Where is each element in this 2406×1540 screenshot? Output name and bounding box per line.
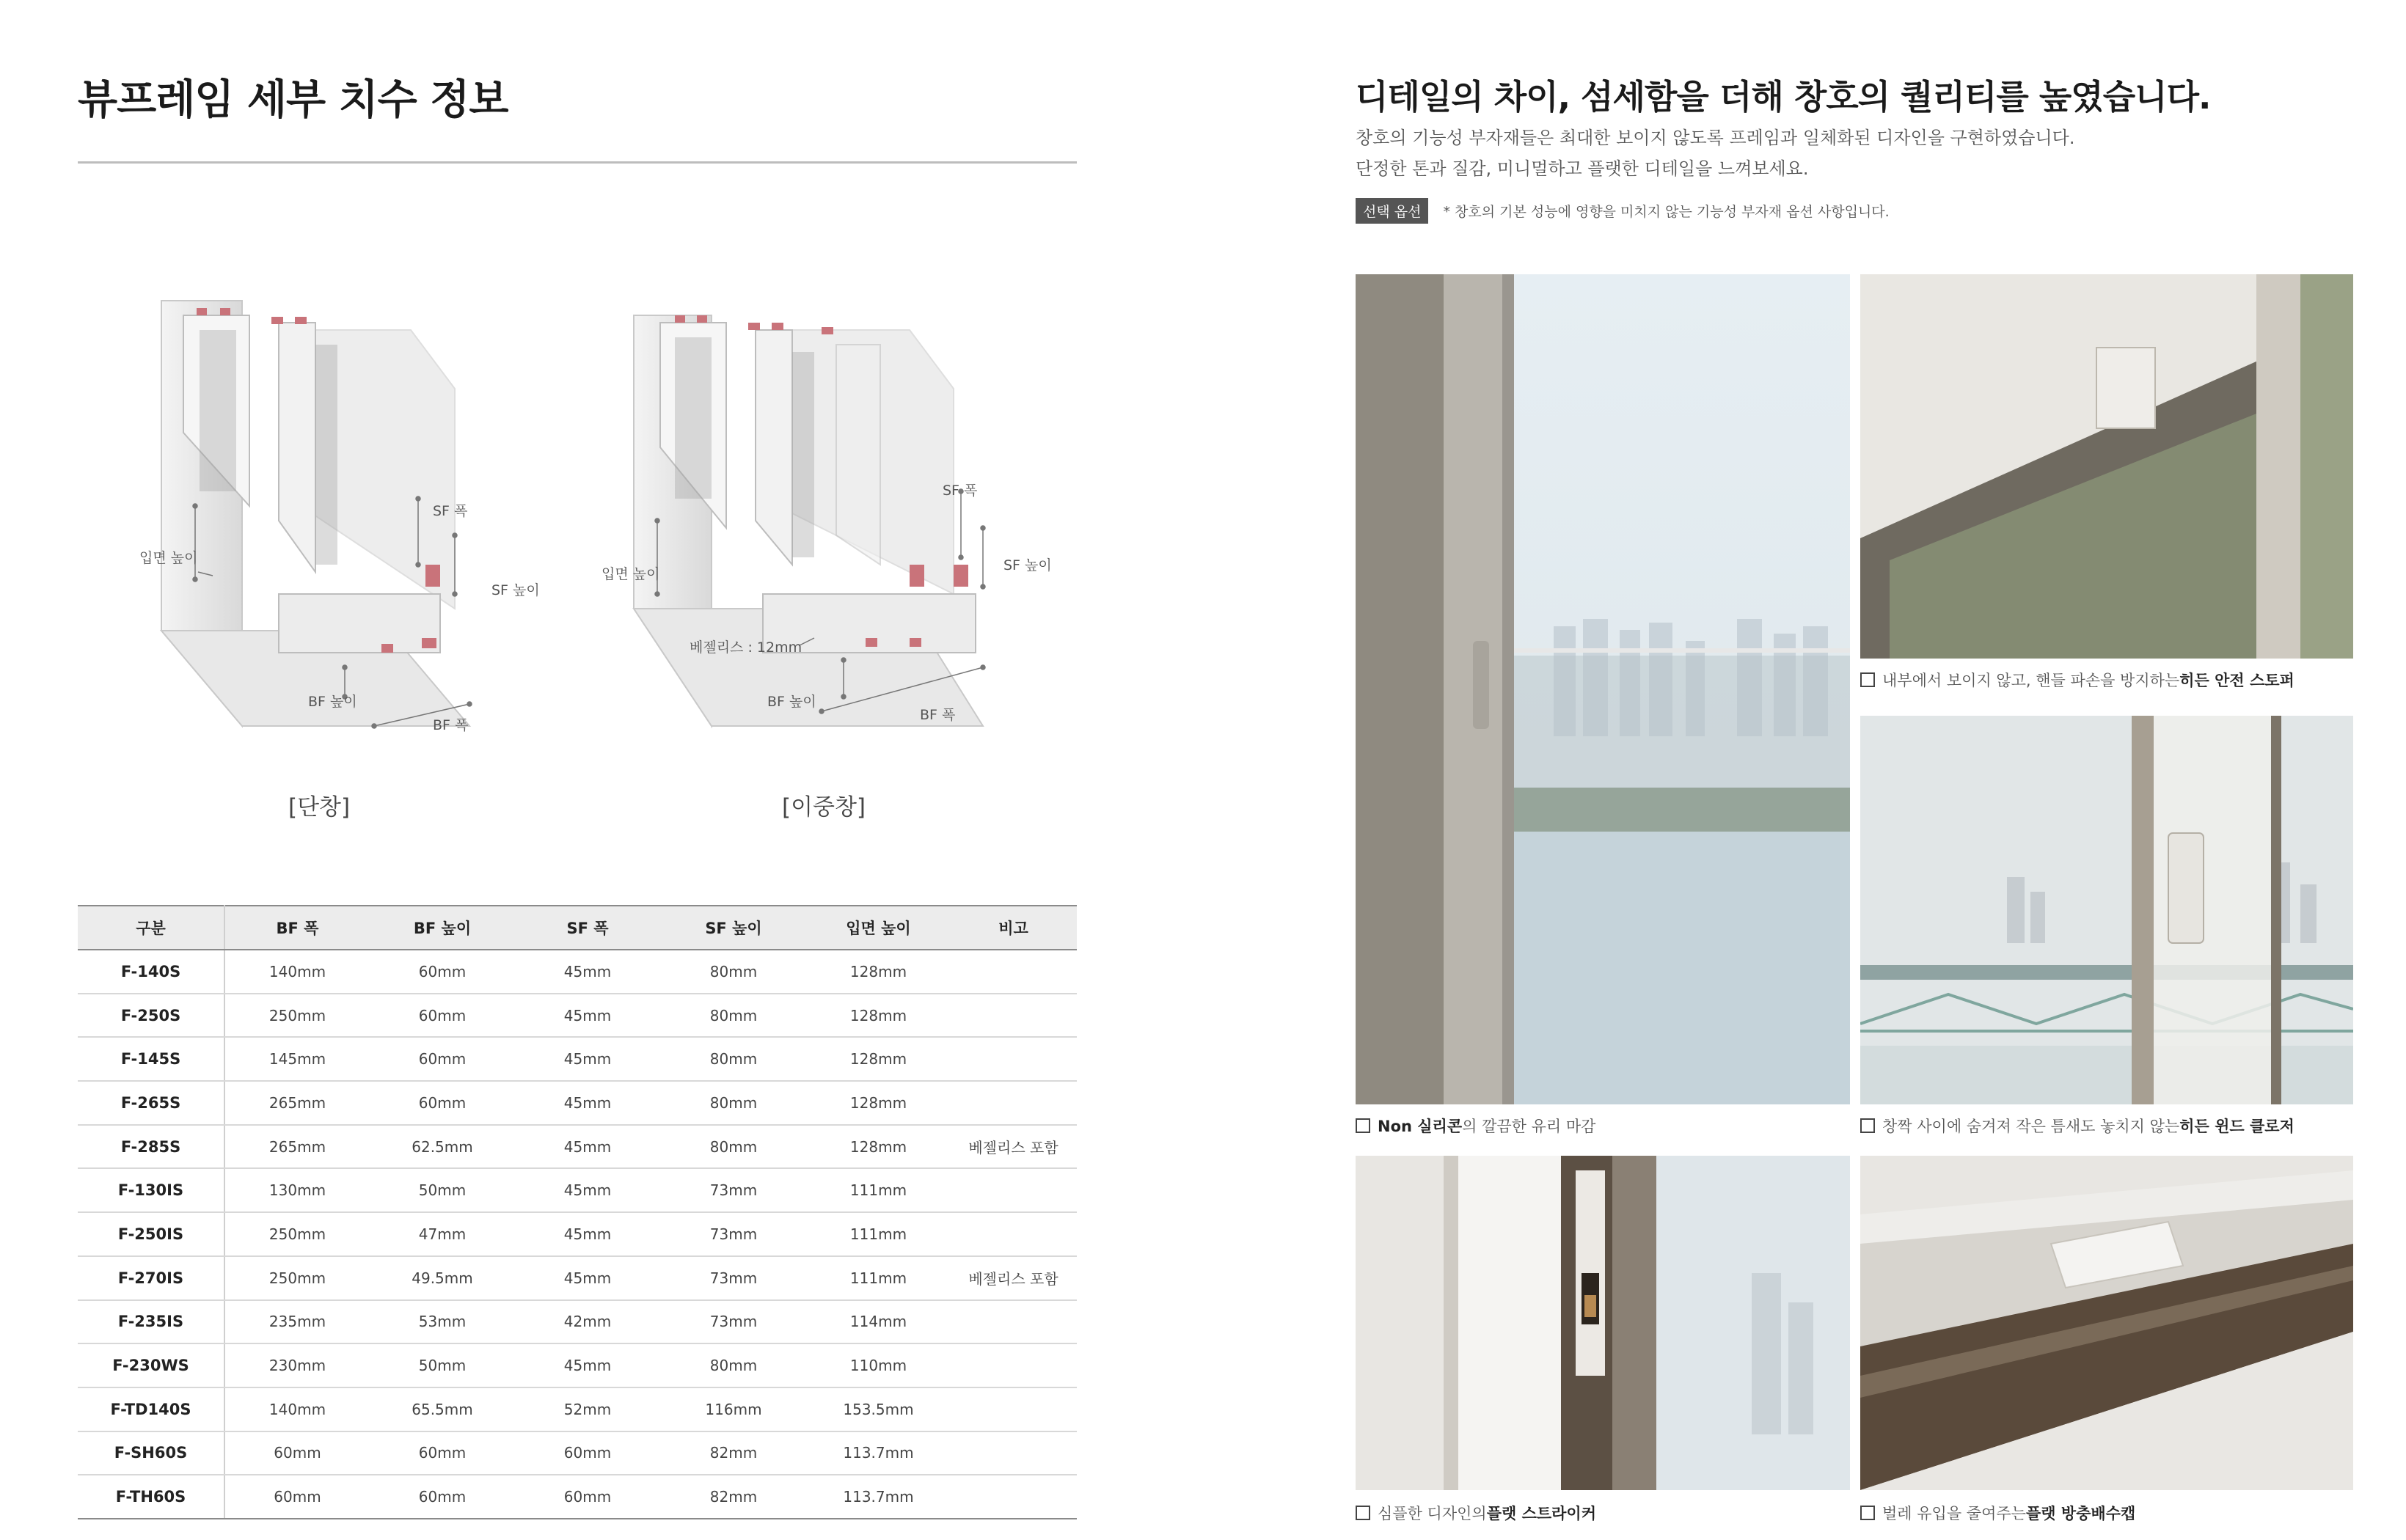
model-cell: F-130IS: [78, 1168, 224, 1212]
table-row: [78, 1212, 1077, 1256]
photo-hidden-stopper: [1860, 274, 2353, 659]
section-title: 디테일의 차이, 섬세함을 더해 창호의 퀄리티를 높였습니다.: [1356, 77, 2211, 117]
table-row: [78, 1256, 1077, 1300]
double-window-drawing: [602, 286, 1071, 755]
table-cell: 60mm: [370, 994, 515, 1038]
option-badge: 선택 옵션: [1356, 198, 1428, 224]
caption-flat-drain-cap: [1860, 1502, 2135, 1524]
model-cell: F-285S: [78, 1125, 224, 1169]
label-sf-width: SF 폭: [433, 503, 468, 519]
table-row: [78, 1037, 1077, 1081]
checkbox-icon: [1860, 672, 1875, 687]
table-cell: 82mm: [660, 1475, 807, 1519]
table-cell: 250mm: [224, 994, 370, 1038]
model-cell: F-TD140S: [78, 1387, 224, 1431]
photo-flat-striker: [1356, 1156, 1850, 1490]
table-cell: 45mm: [515, 994, 660, 1038]
checkbox-icon: [1356, 1118, 1370, 1133]
section-desc-line-2: 단정한 톤과 질감, 미니멀하고 플랫한 디테일을 느껴보세요.: [1356, 158, 1809, 179]
table-cell: 111mm: [807, 1212, 950, 1256]
table-row: [78, 1081, 1077, 1125]
single-window-caption: [단창]: [288, 794, 351, 821]
table-cell: 140mm: [224, 950, 370, 994]
table-cell: 114mm: [807, 1300, 950, 1344]
caption-text: 벌레 유입을 줄여주는: [1882, 1505, 2026, 1522]
table-cell: [950, 1037, 1077, 1081]
label-sf-width: SF 폭: [943, 483, 978, 499]
table-cell: 128mm: [807, 994, 950, 1038]
table-cell: 52mm: [515, 1387, 660, 1431]
table-cell: 60mm: [370, 1431, 515, 1475]
option-note: * 창호의 기본 성능에 영향을 미치지 않는 기능성 부자재 옵션 사항입니다.: [1443, 204, 1890, 220]
table-cell: 60mm: [515, 1475, 660, 1519]
table-cell: 128mm: [807, 1037, 950, 1081]
table-cell: [950, 994, 1077, 1038]
table-cell: 235mm: [224, 1300, 370, 1344]
table-cell: 45mm: [515, 1168, 660, 1212]
double-window-caption: [이중창]: [782, 794, 866, 821]
stopper-photo: [1860, 274, 2353, 659]
label-sf-height: SF 높이: [491, 582, 540, 598]
spec-table: [78, 905, 1077, 1519]
table-cell: 80mm: [660, 1343, 807, 1387]
model-cell: F-TH60S: [78, 1475, 224, 1519]
model-cell: F-SH60S: [78, 1431, 224, 1475]
table-cell: 265mm: [224, 1125, 370, 1169]
model-cell: F-250S: [78, 994, 224, 1038]
table-cell: 130mm: [224, 1168, 370, 1212]
table-cell: 60mm: [370, 1081, 515, 1125]
table-cell: 62.5mm: [370, 1125, 515, 1169]
table-cell: 53mm: [370, 1300, 515, 1344]
page-title: 뷰프레임 세부 치수 정보: [78, 76, 508, 124]
table-row: [78, 1125, 1077, 1169]
label-face-height: 입면 높이: [602, 566, 660, 582]
wind-closer-photo: [1860, 716, 2353, 1104]
title-divider: [78, 161, 1077, 164]
table-cell: 128mm: [807, 1081, 950, 1125]
table-row: [78, 1475, 1077, 1519]
model-cell: F-235IS: [78, 1300, 224, 1344]
caption-bold: 플랫 방충배수캡: [2025, 1505, 2136, 1522]
label-bf-width: BF 폭: [920, 707, 956, 723]
col-header: 구분: [78, 906, 224, 950]
col-header: 비고: [950, 906, 1077, 950]
table-cell: 80mm: [660, 994, 807, 1038]
col-header: SF 폭: [515, 906, 660, 950]
model-cell: F-145S: [78, 1037, 224, 1081]
photo-flat-drain-cap: [1860, 1156, 2353, 1490]
table-cell: 60mm: [224, 1475, 370, 1519]
checkbox-icon: [1860, 1118, 1875, 1133]
label-sf-height: SF 높이: [1003, 557, 1052, 573]
table-cell: [950, 1475, 1077, 1519]
caption-hidden-stopper: [1860, 669, 2295, 691]
col-header: SF 높이: [660, 906, 807, 950]
table-cell: [950, 1168, 1077, 1212]
model-cell: F-265S: [78, 1081, 224, 1125]
table-cell: 80mm: [660, 1081, 807, 1125]
model-cell: F-230WS: [78, 1343, 224, 1387]
option-row: [1356, 198, 1890, 224]
table-cell: 80mm: [660, 950, 807, 994]
double-window-diagram: [602, 286, 1071, 755]
table-cell: 47mm: [370, 1212, 515, 1256]
table-cell: 60mm: [370, 950, 515, 994]
table-cell: 140mm: [224, 1387, 370, 1431]
caption-flat-striker: [1356, 1502, 1596, 1524]
table-body: [78, 950, 1077, 1519]
checkbox-icon: [1356, 1506, 1370, 1520]
photo-hidden-wind-closer: [1860, 716, 2353, 1104]
caption-hidden-wind-closer: [1860, 1115, 2295, 1137]
table-cell: 73mm: [660, 1212, 807, 1256]
table-row: [78, 994, 1077, 1038]
table-cell: 113.7mm: [807, 1431, 950, 1475]
table-cell: 60mm: [370, 1037, 515, 1081]
caption-bold: 히든 윈드 클로저: [2179, 1118, 2295, 1135]
table-cell: 111mm: [807, 1256, 950, 1300]
table-cell: 250mm: [224, 1256, 370, 1300]
table-cell: 60mm: [224, 1431, 370, 1475]
table-cell: 45mm: [515, 1343, 660, 1387]
table-cell: [950, 1081, 1077, 1125]
caption-bold: 히든 안전 스토퍼: [2179, 672, 2295, 689]
table-cell: [950, 1431, 1077, 1475]
table-cell: 73mm: [660, 1300, 807, 1344]
table-cell: 베젤리스 포함: [950, 1256, 1077, 1300]
table-cell: 50mm: [370, 1343, 515, 1387]
table-row: [78, 1168, 1077, 1212]
table-row: [78, 1387, 1077, 1431]
photo-non-silicone-glass: [1356, 274, 1850, 1104]
table-row: [78, 1343, 1077, 1387]
single-window-drawing: [132, 286, 572, 755]
table-cell: [950, 1343, 1077, 1387]
table-cell: 145mm: [224, 1037, 370, 1081]
table-cell: [950, 950, 1077, 994]
table-cell: 128mm: [807, 950, 950, 994]
single-window-diagram: [132, 286, 572, 755]
drain-cap-photo: [1860, 1156, 2353, 1490]
table-cell: 110mm: [807, 1343, 950, 1387]
label-face-height: 입면 높이: [139, 550, 198, 566]
table-cell: 111mm: [807, 1168, 950, 1212]
table-cell: 50mm: [370, 1168, 515, 1212]
model-cell: F-270IS: [78, 1256, 224, 1300]
table-header-row: [78, 906, 1077, 950]
table-cell: [950, 1212, 1077, 1256]
table-cell: 80mm: [660, 1037, 807, 1081]
model-cell: F-140S: [78, 950, 224, 994]
table-cell: 73mm: [660, 1168, 807, 1212]
label-bf-height: BF 높이: [308, 694, 357, 710]
table-cell: 116mm: [660, 1387, 807, 1431]
table-cell: 45mm: [515, 1125, 660, 1169]
table-row: [78, 950, 1077, 994]
col-header: BF 높이: [370, 906, 515, 950]
table-cell: 45mm: [515, 1037, 660, 1081]
table-cell: 73mm: [660, 1256, 807, 1300]
caption-text: 의 깔끔한 유리 마감: [1462, 1118, 1596, 1135]
table-cell: 42mm: [515, 1300, 660, 1344]
striker-photo: [1356, 1156, 1850, 1490]
checkbox-icon: [1860, 1506, 1875, 1520]
table-cell: 65.5mm: [370, 1387, 515, 1431]
caption-bold: Non 실리콘: [1378, 1118, 1463, 1135]
table-cell: [950, 1387, 1077, 1431]
table-cell: 230mm: [224, 1343, 370, 1387]
caption-non-silicone: [1356, 1115, 1595, 1137]
table-cell: 45mm: [515, 1256, 660, 1300]
model-cell: F-250IS: [78, 1212, 224, 1256]
table-row: [78, 1300, 1077, 1344]
label-bezel: 베젤리스 : 12mm: [690, 639, 802, 656]
label-bf-height: BF 높이: [767, 694, 816, 710]
table-cell: 45mm: [515, 950, 660, 994]
table-cell: 60mm: [515, 1431, 660, 1475]
caption-text: 심플한 디자인의: [1378, 1505, 1487, 1522]
col-header: BF 폭: [224, 906, 370, 950]
table-cell: 128mm: [807, 1125, 950, 1169]
table-cell: 250mm: [224, 1212, 370, 1256]
table-cell: 45mm: [515, 1081, 660, 1125]
table-cell: 153.5mm: [807, 1387, 950, 1431]
table-row: [78, 1431, 1077, 1475]
section-desc-line-1: 창호의 기능성 부자재들은 최대한 보이지 않도록 프레임과 일체화된 디자인을 구현하였습니다.: [1356, 128, 2075, 148]
caption-text: 내부에서 보이지 않고, 핸들 파손을 방지하는: [1882, 672, 2180, 689]
table-cell: 82mm: [660, 1431, 807, 1475]
table-cell: 265mm: [224, 1081, 370, 1125]
window-city-photo: [1356, 274, 1850, 1104]
caption-bold: 플랫 스트라이커: [1486, 1505, 1596, 1522]
col-header: 입면 높이: [807, 906, 950, 950]
caption-text: 창짝 사이에 숨겨져 작은 틈새도 놓치지 않는: [1882, 1118, 2180, 1135]
label-bf-width: BF 폭: [433, 717, 469, 733]
table-cell: 45mm: [515, 1212, 660, 1256]
table-cell: 49.5mm: [370, 1256, 515, 1300]
table-cell: 60mm: [370, 1475, 515, 1519]
table-cell: 베젤리스 포함: [950, 1125, 1077, 1169]
table-cell: [950, 1300, 1077, 1344]
table-cell: 80mm: [660, 1125, 807, 1169]
table-cell: 113.7mm: [807, 1475, 950, 1519]
